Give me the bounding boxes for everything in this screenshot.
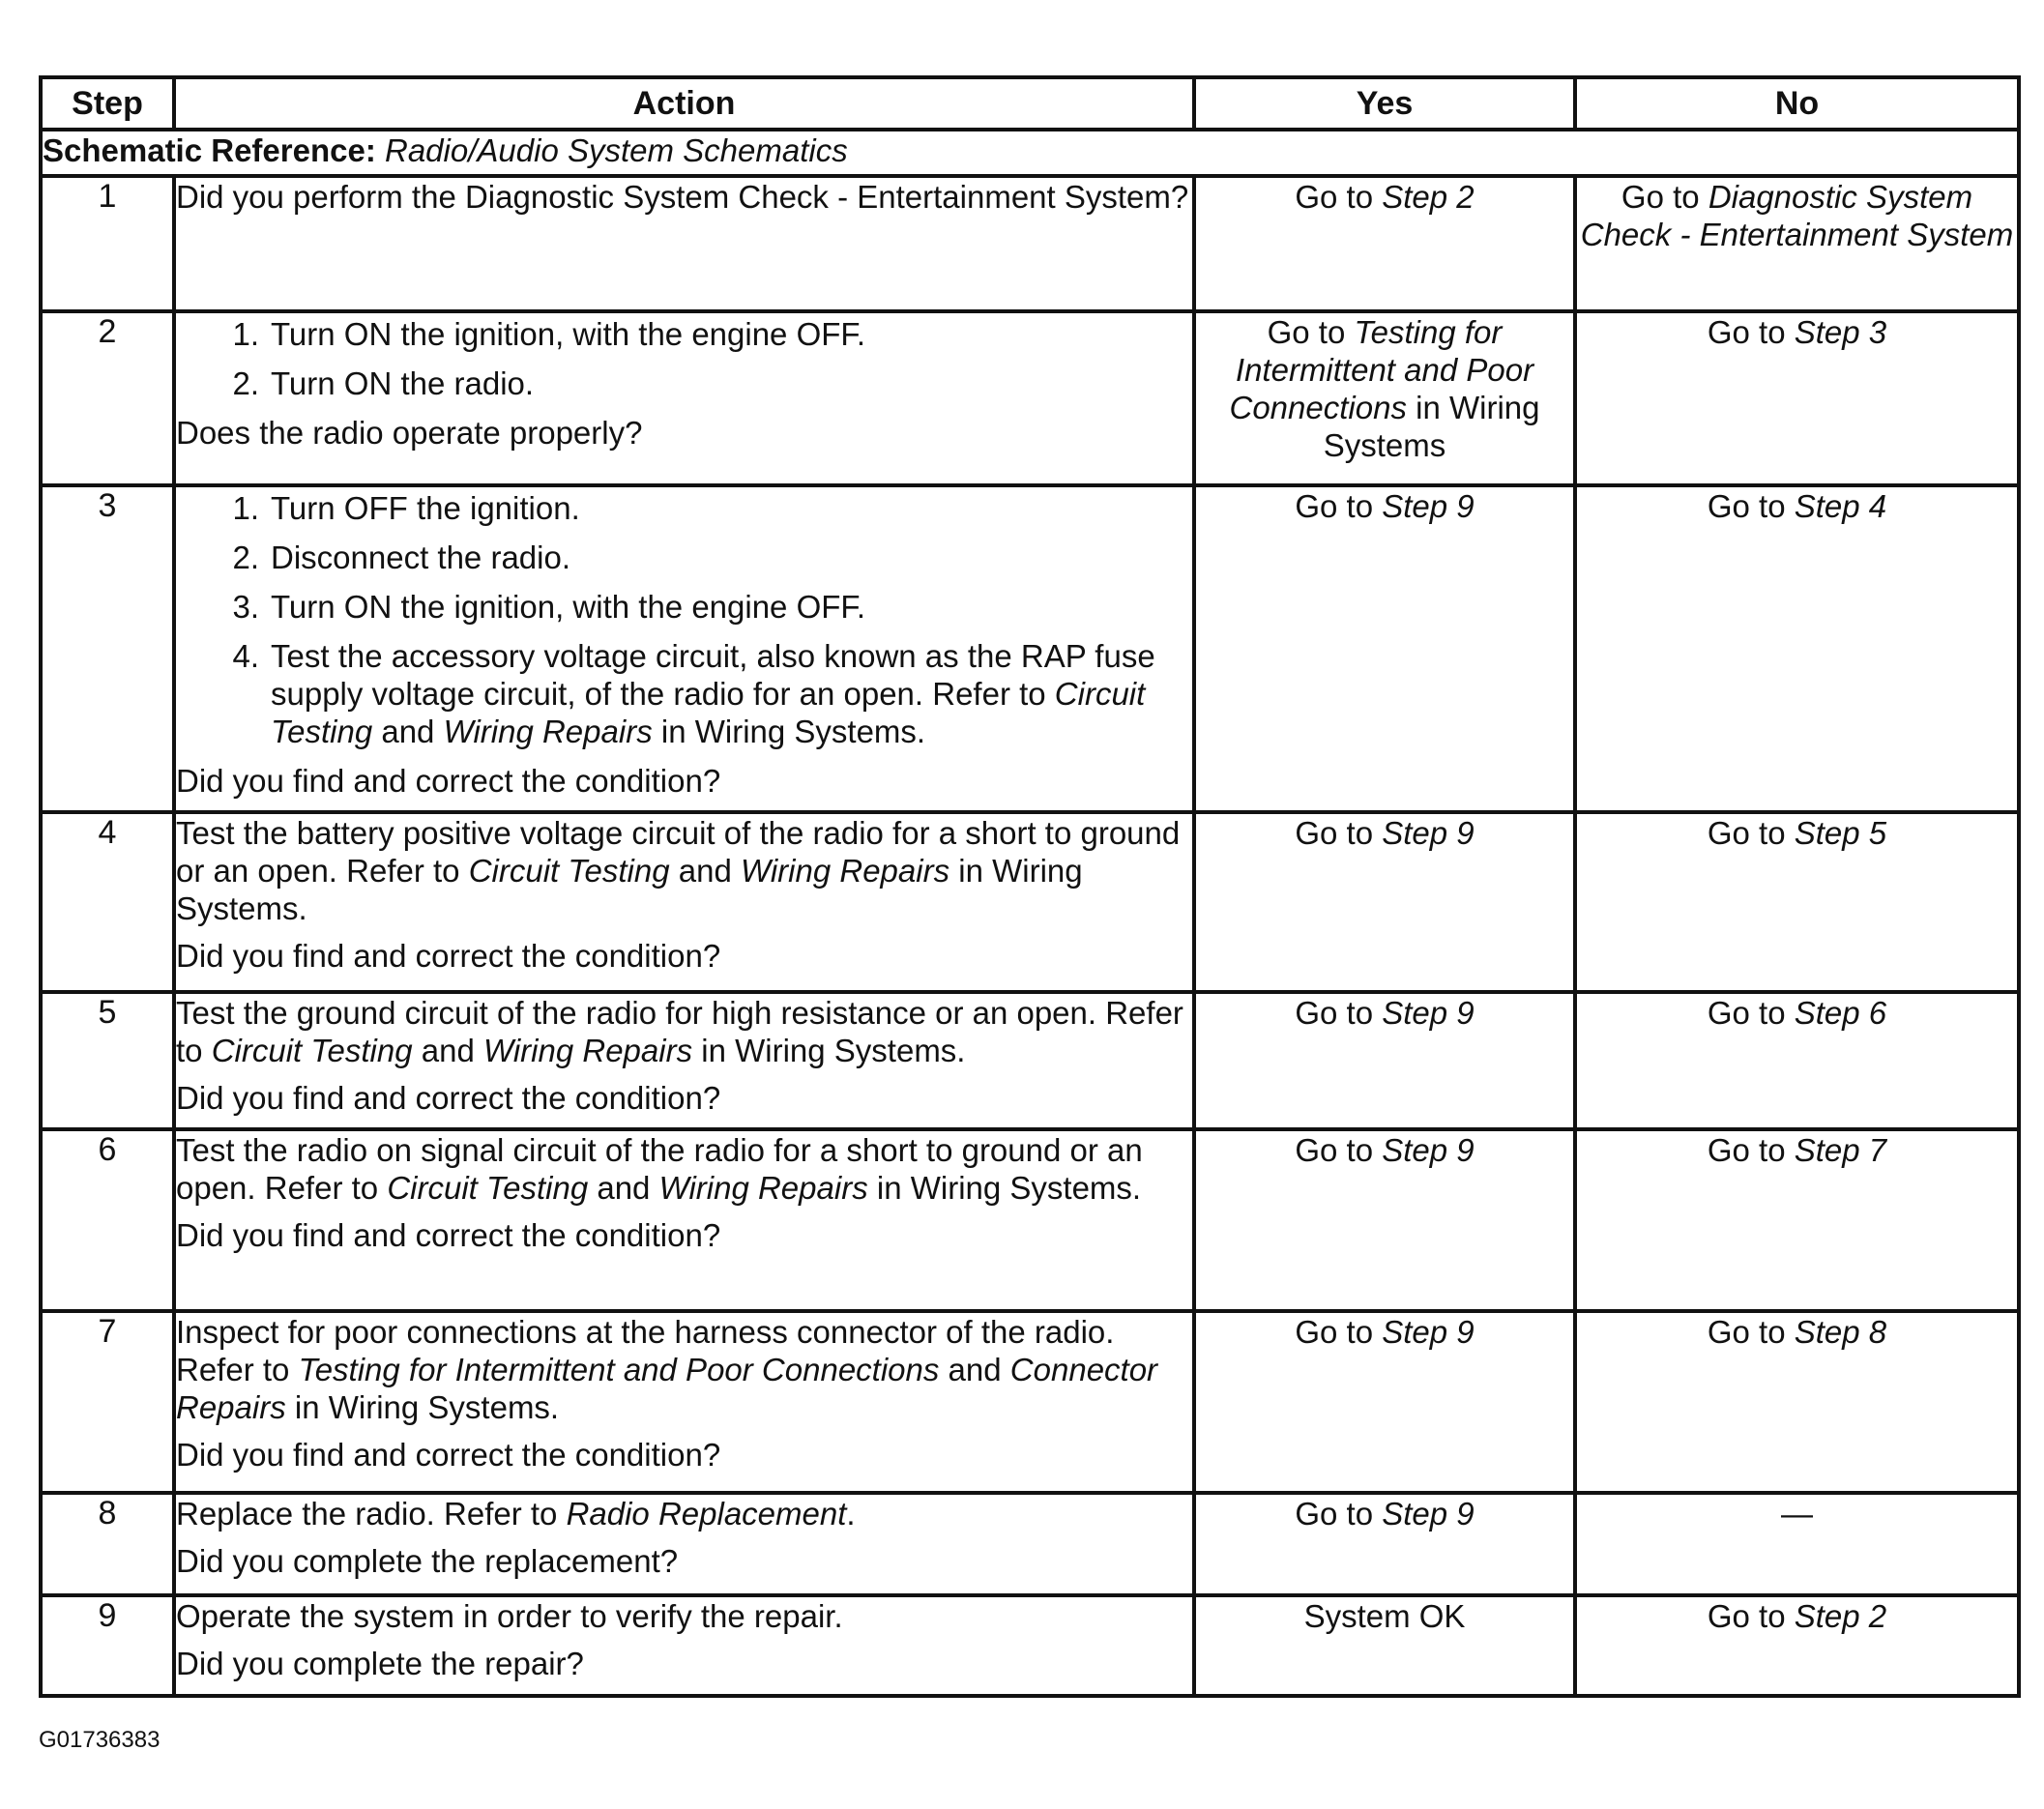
action-question: Does the radio operate properly? xyxy=(176,415,643,451)
table-row xyxy=(41,1493,2019,1595)
step-number: 6 xyxy=(41,1129,174,1311)
action-question: Did you find and correct the condition? xyxy=(176,938,721,974)
action-text xyxy=(176,994,1192,1069)
text-run: Go to xyxy=(1707,815,1795,851)
text-run: and xyxy=(588,1170,659,1206)
list-item xyxy=(176,637,1192,750)
text-run: — xyxy=(1781,1496,1813,1532)
text-run: Test the battery positive voltage circuit of the radio for a short to ground or an open. Refer to xyxy=(176,815,1181,889)
text-run: in Wiring Systems. xyxy=(285,1389,560,1425)
reference-link: Step 3 xyxy=(1794,314,1887,350)
list-number: 2. xyxy=(232,365,259,401)
list-text xyxy=(271,637,1192,750)
table-row xyxy=(41,1129,2019,1311)
reference-link: Wiring Repairs xyxy=(740,853,950,889)
list-item xyxy=(176,315,1192,353)
text-run: Did you perform the Diagnostic System Check - Entertainment System? xyxy=(176,179,1189,215)
reference-link: Wiring Repairs xyxy=(443,714,653,749)
action-question: Did you find and correct the condition? xyxy=(176,763,721,799)
no-cell xyxy=(1575,1311,2019,1493)
no-cell xyxy=(1575,1493,2019,1595)
yes-cell xyxy=(1194,176,1575,311)
action-cell xyxy=(174,176,1194,311)
text-run: Test the radio on signal circuit of the radio for a short to ground or an open. Refer to xyxy=(176,1132,1143,1206)
list-number: 1. xyxy=(232,490,259,526)
schematic-label: Schematic Reference: xyxy=(43,132,376,168)
no-cell xyxy=(1575,1129,2019,1311)
step-number: 4 xyxy=(41,812,174,992)
action-text xyxy=(176,814,1192,927)
no-cell xyxy=(1575,992,2019,1129)
text-run: in Wiring Systems. xyxy=(652,714,926,749)
list-item xyxy=(176,588,1192,626)
text-run: Inspect for poor connections at the harness connector of the radio. Refer to xyxy=(176,1314,1115,1387)
text-run: Go to xyxy=(1295,995,1383,1031)
table-row xyxy=(41,992,2019,1129)
step-number: 5 xyxy=(41,992,174,1129)
figure-id: G01736383 xyxy=(39,1727,161,1753)
text-run: and xyxy=(372,714,444,749)
text-run: Test the accessory voltage circuit, also known as the RAP fuse supply voltage circuit, of the radio for an open. Refer to xyxy=(271,638,1155,712)
text-run: Go to xyxy=(1621,179,1708,215)
text-run: Go to xyxy=(1295,179,1383,215)
reference-link: Step 2 xyxy=(1794,1598,1887,1634)
reference-link: Connector Repairs xyxy=(176,1352,1158,1425)
action-text xyxy=(176,1313,1192,1426)
action-question: Did you complete the replacement? xyxy=(176,1543,679,1579)
schematic-link: Radio/Audio System Schematics xyxy=(385,132,848,168)
reference-link: Step 4 xyxy=(1794,488,1887,524)
yes-cell xyxy=(1194,1311,1575,1493)
action-question: Did you find and correct the condition? xyxy=(176,1217,721,1253)
reference-link: Circuit Testing xyxy=(387,1170,589,1206)
action-cell xyxy=(174,812,1194,992)
reference-link: Step 9 xyxy=(1382,1496,1475,1532)
reference-link: Step 9 xyxy=(1382,488,1475,524)
reference-link: Testing for Intermittent and Poor Connections xyxy=(298,1352,940,1387)
yes-cell xyxy=(1194,812,1575,992)
action-text xyxy=(176,1597,1192,1635)
reference-link: Step 9 xyxy=(1382,995,1475,1031)
action-text xyxy=(176,1495,1192,1532)
reference-link: Step 7 xyxy=(1794,1132,1887,1168)
list-number: 1. xyxy=(232,316,259,352)
text-run: Replace the radio. Refer to xyxy=(176,1496,567,1532)
list-text xyxy=(271,489,1192,527)
reference-link: Step 9 xyxy=(1382,1132,1475,1168)
text-run: in Wiring Systems. xyxy=(867,1170,1142,1206)
action-question: Did you complete the repair? xyxy=(176,1646,584,1681)
text-run: Go to xyxy=(1295,815,1383,851)
reference-link: Step 2 xyxy=(1382,179,1475,215)
action-cell xyxy=(174,992,1194,1129)
reference-link: Step 5 xyxy=(1794,815,1887,851)
text-run: Go to xyxy=(1707,488,1795,524)
step-number: 9 xyxy=(41,1595,174,1696)
no-cell xyxy=(1575,176,2019,311)
action-cell xyxy=(174,1129,1194,1311)
step-number: 8 xyxy=(41,1493,174,1595)
reference-link: Circuit Testing xyxy=(211,1033,413,1068)
action-cell xyxy=(174,485,1194,812)
text-run: Test the ground circuit of the radio for high resistance or an open. Refer to xyxy=(176,995,1183,1068)
reference-link: Radio Replacement xyxy=(566,1496,847,1532)
schematic-row xyxy=(41,130,2019,176)
list-text xyxy=(271,588,1192,626)
text-run: Go to xyxy=(1707,1314,1795,1350)
text-run: Go to xyxy=(1707,314,1795,350)
yes-cell xyxy=(1194,311,1575,485)
reference-link: Testing for Intermittent and Poor Connections xyxy=(1229,314,1534,425)
table-row xyxy=(41,176,2019,311)
text-run: and xyxy=(412,1033,483,1068)
list-text xyxy=(271,539,1192,576)
text-run: Turn OFF the ignition. xyxy=(271,490,580,526)
action-text xyxy=(176,178,1192,216)
reference-link: Circuit Testing xyxy=(271,676,1146,749)
reference-link: Step 6 xyxy=(1794,995,1887,1031)
text-run: Go to xyxy=(1295,1314,1383,1350)
action-list xyxy=(176,489,1192,750)
action-question: Did you find and correct the condition? xyxy=(176,1080,721,1116)
yes-cell xyxy=(1194,1129,1575,1311)
diagnostic-table xyxy=(39,75,2021,1698)
text-run: in Wiring Systems xyxy=(1323,390,1540,463)
text-run: in Wiring Systems. xyxy=(692,1033,966,1068)
table-row xyxy=(41,812,2019,992)
header-no: No xyxy=(1575,77,2019,130)
text-run: and xyxy=(669,853,741,889)
yes-cell xyxy=(1194,1493,1575,1595)
list-text xyxy=(271,315,1192,353)
reference-link: Step 9 xyxy=(1382,815,1475,851)
table-body xyxy=(41,130,2019,1696)
text-run: Operate the system in order to verify the repair. xyxy=(176,1598,843,1634)
step-number: 3 xyxy=(41,485,174,812)
list-text xyxy=(271,365,1192,402)
table-row xyxy=(41,485,2019,812)
text-run: System OK xyxy=(1303,1598,1466,1634)
step-number: 2 xyxy=(41,311,174,485)
text-run: Turn ON the radio. xyxy=(271,365,535,401)
reference-link: Diagnostic System Check - Entertainment System xyxy=(1580,179,2014,252)
no-cell xyxy=(1575,1595,2019,1696)
reference-link: Step 9 xyxy=(1382,1314,1475,1350)
action-cell xyxy=(174,1595,1194,1696)
no-cell xyxy=(1575,485,2019,812)
schematic-reference xyxy=(41,130,2019,176)
action-list xyxy=(176,315,1192,402)
yes-cell xyxy=(1194,992,1575,1129)
list-item xyxy=(176,365,1192,402)
table-row xyxy=(41,1311,2019,1493)
list-number: 3. xyxy=(232,589,259,625)
text-run: and xyxy=(939,1352,1010,1387)
yes-cell xyxy=(1194,485,1575,812)
no-cell xyxy=(1575,311,2019,485)
action-text xyxy=(176,1131,1192,1207)
no-cell xyxy=(1575,812,2019,992)
reference-link: Wiring Repairs xyxy=(482,1033,693,1068)
text-run: Go to xyxy=(1295,1496,1383,1532)
action-cell xyxy=(174,1493,1194,1595)
header-row xyxy=(41,77,2019,130)
action-cell xyxy=(174,311,1194,485)
list-number: 2. xyxy=(232,540,259,575)
action-cell xyxy=(174,1311,1194,1493)
text-run: . xyxy=(846,1496,856,1532)
text-run: Go to xyxy=(1267,314,1355,350)
header-yes: Yes xyxy=(1194,77,1575,130)
reference-link: Step 8 xyxy=(1794,1314,1887,1350)
header-action: Action xyxy=(174,77,1194,130)
header-step: Step xyxy=(41,77,174,130)
text-run: Go to xyxy=(1295,1132,1383,1168)
table-row xyxy=(41,1595,2019,1696)
yes-cell xyxy=(1194,1595,1575,1696)
list-number: 4. xyxy=(232,638,259,674)
reference-link: Circuit Testing xyxy=(468,853,670,889)
step-number: 7 xyxy=(41,1311,174,1493)
list-item xyxy=(176,539,1192,576)
text-run: Turn ON the ignition, with the engine OFF. xyxy=(271,589,866,625)
action-question: Did you find and correct the condition? xyxy=(176,1437,721,1473)
text-run: in Wiring Systems. xyxy=(176,853,1083,926)
step-number: 1 xyxy=(41,176,174,311)
list-item xyxy=(176,489,1192,527)
text-run: Go to xyxy=(1707,1132,1795,1168)
text-run: Go to xyxy=(1707,1598,1795,1634)
text-run: Go to xyxy=(1707,995,1795,1031)
reference-link: Wiring Repairs xyxy=(658,1170,868,1206)
text-run: Go to xyxy=(1295,488,1383,524)
text-run: Turn ON the ignition, with the engine OFF. xyxy=(271,316,866,352)
table-row xyxy=(41,311,2019,485)
text-run: Disconnect the radio. xyxy=(271,540,571,575)
